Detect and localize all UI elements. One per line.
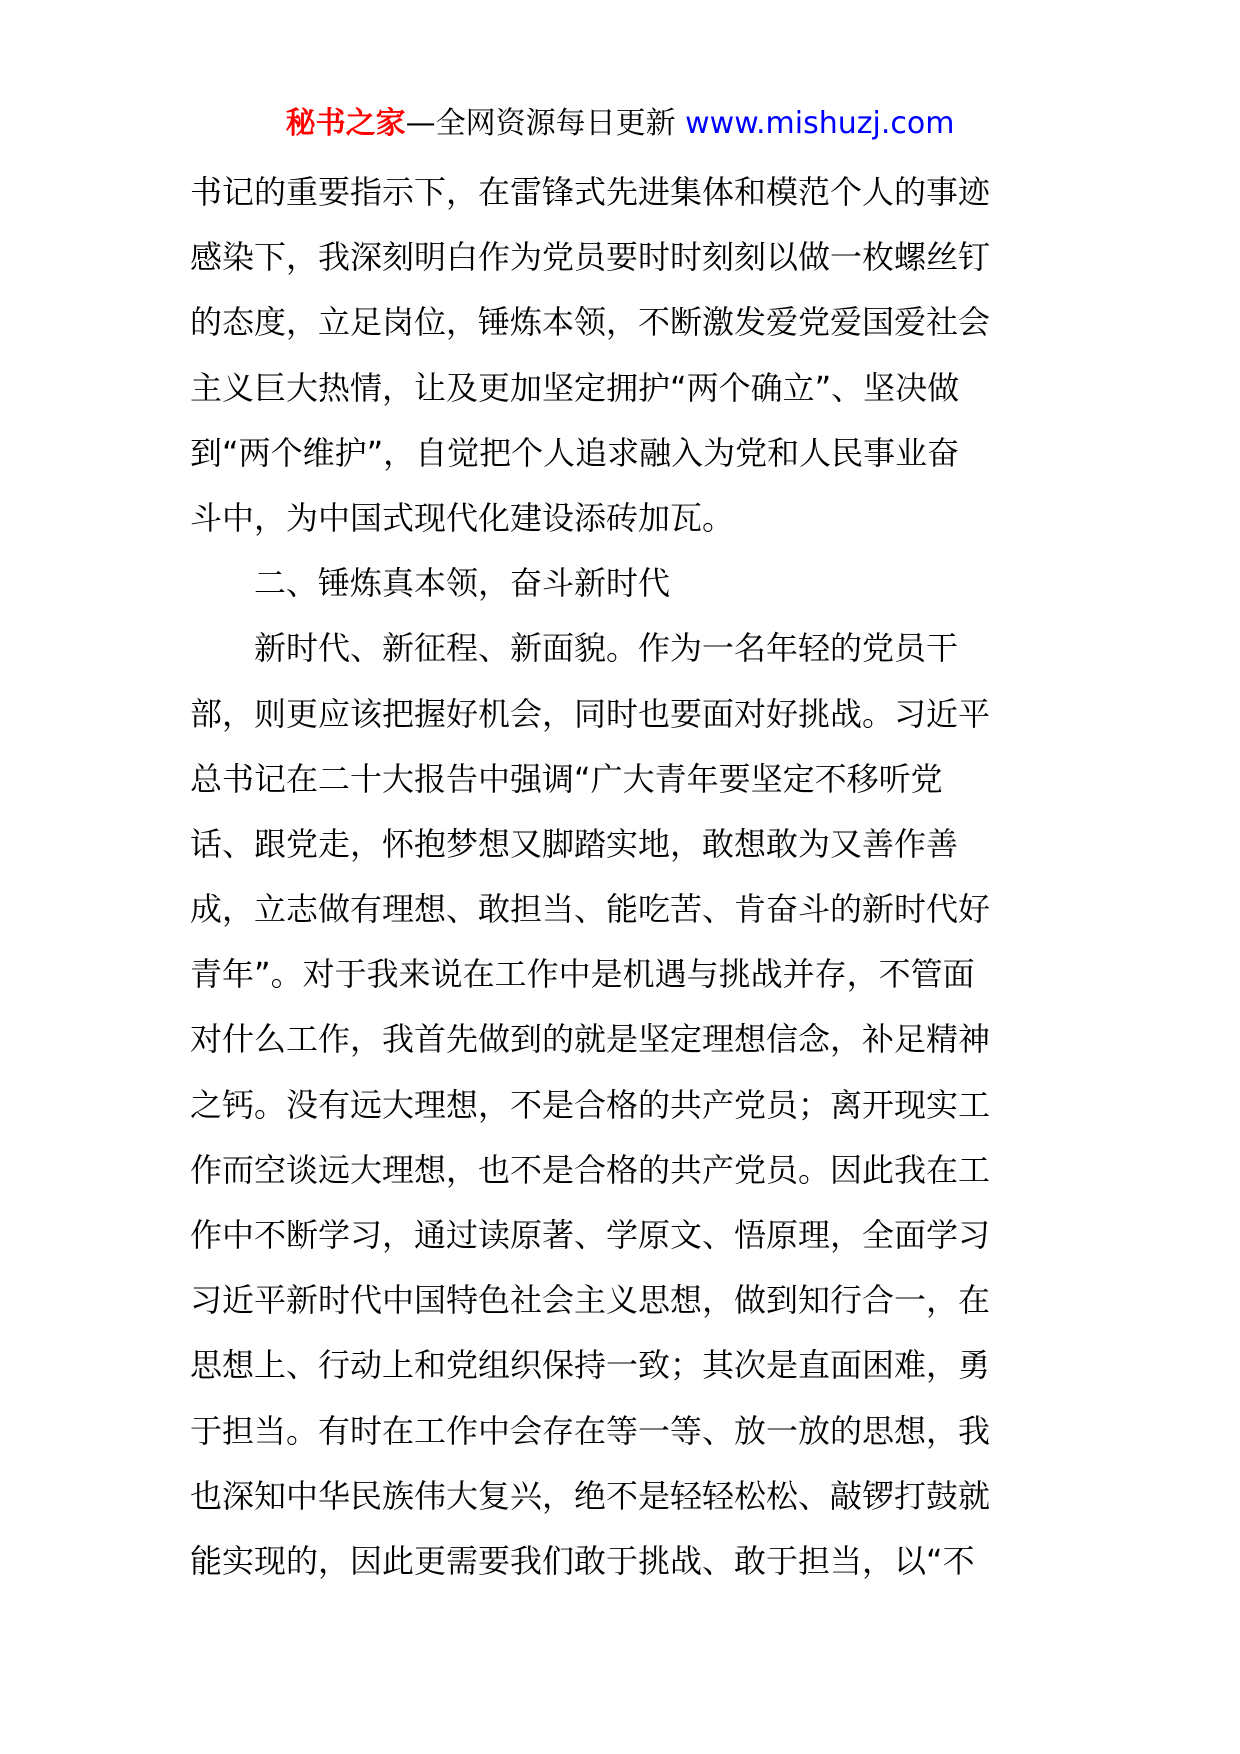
text-line: 总书记在二十大报告中强调“广大青年要坚定不移听党 bbox=[190, 759, 943, 798]
text-line: 也深知中华民族伟大复兴，绝不是轻轻松松、敲锣打鼓就 bbox=[190, 1476, 991, 1515]
text-line: 新时代、新征程、新面貌。作为一名年轻的党员干 bbox=[190, 629, 959, 668]
text-line: 斗中，为中国式现代化建设添砖加瓦。 bbox=[190, 498, 735, 537]
text-line: 青年”。对于我来说在工作中是机遇与挑战并存，不管面 bbox=[190, 955, 975, 994]
text-line: 之钙。没有远大理想，不是合格的共产党员；离开现实工 bbox=[190, 1085, 991, 1124]
section-heading: 二、锤炼真本领，奋斗新时代 bbox=[190, 564, 671, 603]
brand-name: 秘书之家 bbox=[285, 106, 406, 141]
text-line: 话、跟党走，怀抱梦想又脚踏实地，敢想敢为又善作善 bbox=[190, 824, 959, 863]
text-line: 部，则更应该把握好机会，同时也要面对好挑战。习近平 bbox=[190, 694, 991, 733]
text-line: 习近平新时代中国特色社会主义思想，做到知行合一，在 bbox=[190, 1281, 991, 1320]
text-line: 主义巨大热情，让及更加坚定拥护“两个确立”、坚决做 bbox=[190, 368, 960, 407]
text-line: 书记的重要指示下，在雷锋式先进集体和模范个人的事迹 bbox=[190, 173, 991, 211]
text-line: 能实现的，因此更需要我们敢于挑战、敢于担当，以“不 bbox=[190, 1541, 975, 1580]
text-line: 于担当。有时在工作中会存在等一等、放一放的思想，我 bbox=[190, 1411, 991, 1450]
text-line: 对什么工作，我首先做到的就是坚定理想信念，补足精神 bbox=[190, 1020, 991, 1059]
text-line: 作而空谈远大理想，也不是合格的共产党员。因此我在工 bbox=[190, 1150, 991, 1189]
text-line: 思想上、行动上和党组织保持一致；其次是直面困难，勇 bbox=[190, 1346, 991, 1385]
website-link[interactable]: www.mishuzj.com bbox=[685, 106, 955, 141]
document-body bbox=[190, 160, 1070, 1594]
text-line: 感染下，我深刻明白作为党员要时时刻刻以做一枚螺丝钉 bbox=[190, 238, 991, 277]
page-header bbox=[0, 104, 1240, 144]
text-line: 作中不断学习，通过读原著、学原文、悟原理，全面学习 bbox=[190, 1216, 991, 1254]
text-line: 到“两个维护”，自觉把个人追求融入为党和人民事业奋 bbox=[190, 433, 960, 472]
text-line: 成，立志做有理想、敢担当、能吃苦、肯奋斗的新时代好 bbox=[190, 890, 991, 929]
text-line: 的态度，立足岗位，锤炼本领，不断激发爱党爱国爱社会 bbox=[190, 303, 991, 342]
header-tagline: —全网资源每日更新 bbox=[405, 106, 676, 141]
